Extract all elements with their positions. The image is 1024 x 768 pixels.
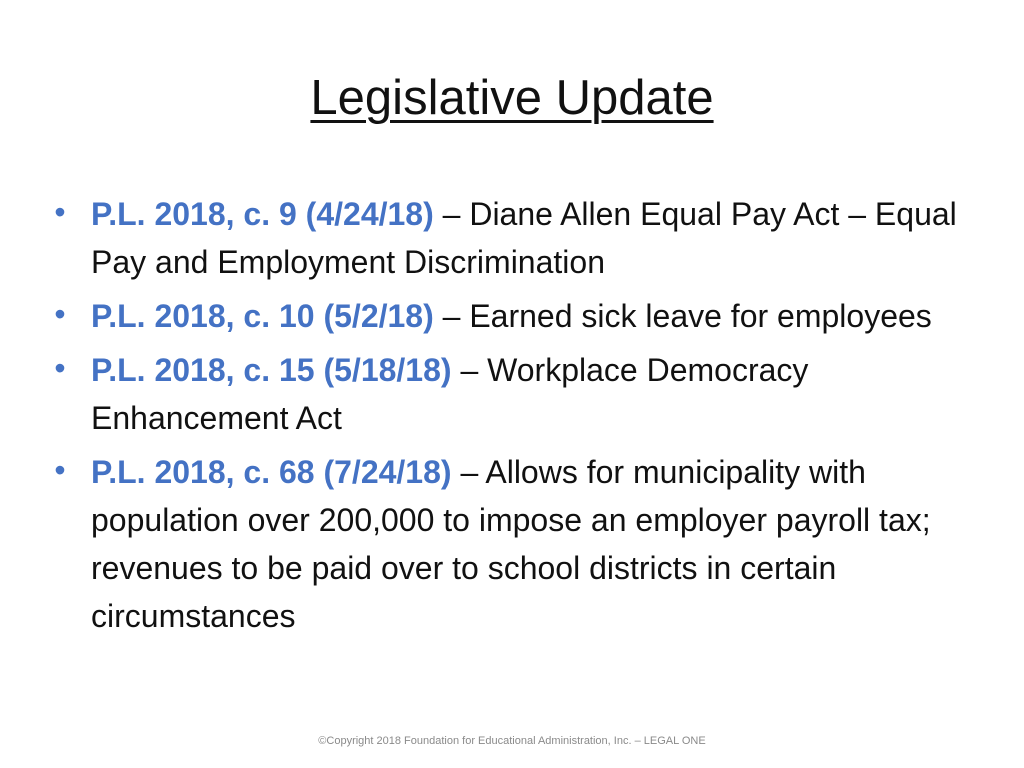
bullet-item [50,346,1000,442]
copyright-footer: ©Copyright 2018 Foundation for Educational Administration, Inc. – LEGAL ONE [318,735,706,747]
bullet-icon: • [54,194,66,230]
bullet-item [50,190,1000,286]
bullet-citation: P.L. 2018, c. 9 (4/24/18) [91,196,434,232]
bullet-icon: • [54,296,66,332]
bullet-list [50,190,1000,646]
bullet-text: – Workplace Democracy Enhancement Act [91,352,809,436]
bullet-text: – Earned sick leave for employees [433,298,932,334]
bullet-item [50,292,1000,340]
bullet-citation: P.L. 2018, c. 10 (5/2/18) [91,298,434,334]
bullet-citation: P.L. 2018, c. 15 (5/18/18) [91,352,452,388]
slide-title: Legislative Update [310,71,714,125]
bullet-citation: P.L. 2018, c. 68 (7/24/18) [91,454,452,490]
bullet-text: – Allows for municipality with population over 200,000 to impose an employer payroll tax; revenues to be paid over to school districts in certain circumstances [91,454,931,634]
bullet-icon: • [54,350,66,386]
bullet-item [50,448,1000,640]
bullet-text: – Diane Allen Equal Pay Act – Equal Pay and Employment Discrimination [91,196,957,280]
bullet-icon: • [54,452,66,488]
